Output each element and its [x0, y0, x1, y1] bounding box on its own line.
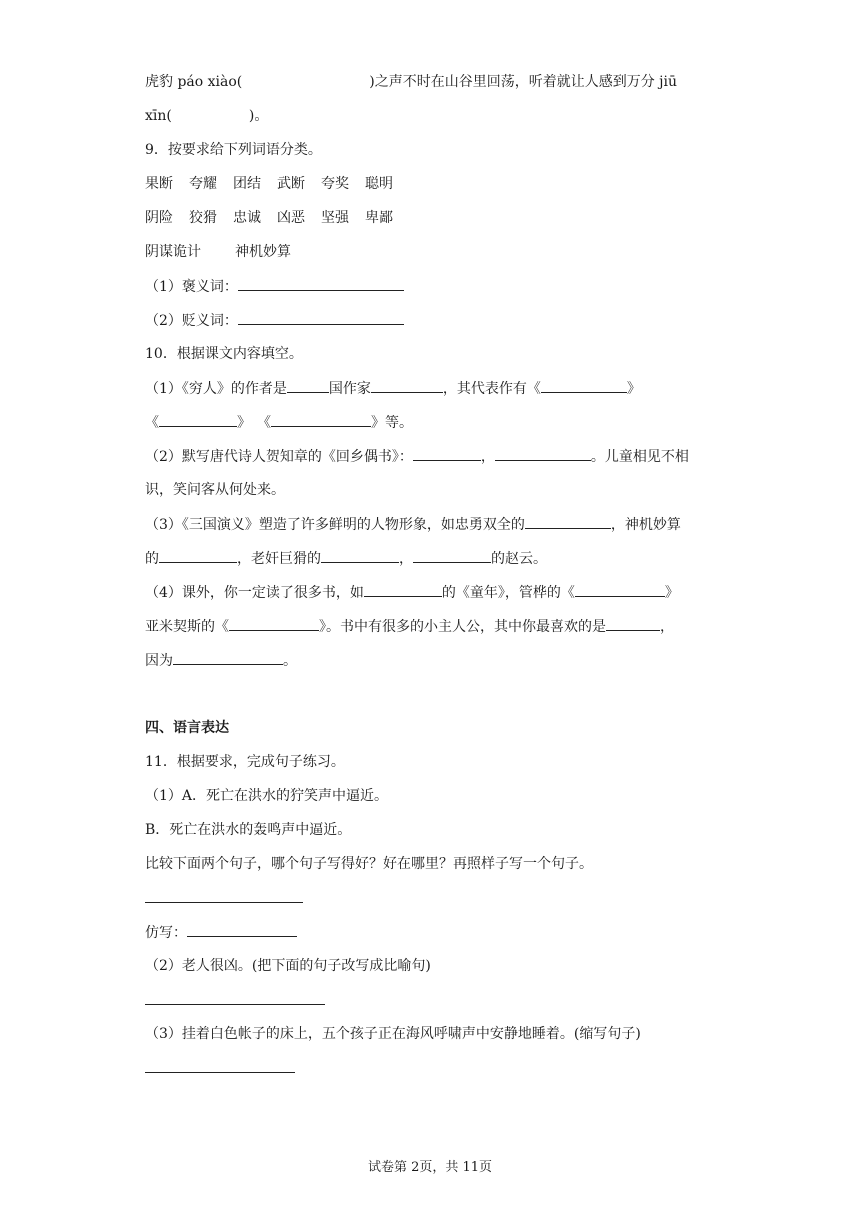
- q10-text: （4）课外，你一定读了很多书，如: [145, 585, 364, 601]
- q10-text: （1）《穷人》的作者是: [145, 381, 287, 397]
- q11-3: （3）挂着白色帐子的床上，五个孩子正在海风呼啸声中安静地睡着。(缩写句子): [145, 1026, 641, 1042]
- q10-s1-line2: [145, 412, 413, 433]
- q10-text: ，其代表作有《: [442, 381, 541, 397]
- answer-blank[interactable]: [606, 616, 660, 631]
- answer-blank[interactable]: [229, 616, 319, 631]
- q9-word-row-3: [145, 242, 291, 262]
- page-footer: 试卷第 2页，共 11页: [367, 1160, 493, 1175]
- word: 聪明: [365, 176, 393, 192]
- q11-title: 11．根据要求，完成句子练习。: [145, 754, 345, 770]
- q9-sub-1: [145, 276, 404, 297]
- q9-word-row-1: [145, 174, 393, 194]
- answer-blank[interactable]: [287, 378, 329, 393]
- q10-text: 》: [664, 585, 679, 601]
- answer-blank[interactable]: [187, 922, 297, 937]
- answer-blank[interactable]: [238, 276, 404, 291]
- q11-1-sentence-a: （1）A．死亡在洪水的狞笑声中逼近。: [145, 788, 389, 804]
- q10-s2-line2: 识，笑问客从何处来。: [145, 482, 285, 498]
- word: 夸耀: [189, 176, 217, 192]
- word: 狡猾: [189, 210, 217, 226]
- q8-line-2: [145, 106, 268, 126]
- q10-text: 因为: [145, 653, 173, 669]
- q8-text: )。: [248, 108, 269, 124]
- q10-text: 亚米契斯的《: [145, 619, 229, 635]
- word: 阴谋诡计: [145, 244, 201, 260]
- q10-text: 国作家: [328, 381, 371, 397]
- q9-sub-2: [145, 310, 404, 331]
- answer-blank[interactable]: [525, 514, 611, 529]
- answer-blank[interactable]: [173, 650, 283, 665]
- q10-text: ，老奸巨猾的: [237, 551, 321, 567]
- answer-blank[interactable]: [575, 582, 665, 597]
- imitate-label: 仿写：: [145, 925, 187, 941]
- answer-blank[interactable]: [145, 888, 303, 903]
- answer-blank[interactable]: [495, 446, 591, 461]
- q10-text: ，: [399, 551, 413, 567]
- q10-title: 10．根据课文内容填空。: [145, 346, 303, 362]
- word: 坚强: [321, 210, 349, 226]
- q10-text: ，: [660, 619, 674, 635]
- q11-1-answer-line: [145, 888, 303, 909]
- q10-text: 《: [257, 415, 271, 431]
- q8-text: )之声不时在山谷里回荡，听着就让人感到万分 jiū: [369, 74, 677, 90]
- q10-text: 》等。: [371, 415, 413, 431]
- q10-text: （2）默写唐代诗人贺知章的《回乡偶书》：: [145, 449, 413, 465]
- q10-s2-line1: [145, 446, 689, 467]
- q11-2: （2）老人很凶。(把下面的句子改写成比喻句): [145, 958, 431, 974]
- q10-text: 的: [145, 551, 159, 567]
- word: 团结: [233, 176, 261, 192]
- q10-text: 》: [626, 381, 641, 397]
- word: 阴险: [145, 210, 173, 226]
- answer-blank[interactable]: [364, 582, 442, 597]
- answer-blank[interactable]: [159, 548, 237, 563]
- q9-label: （1）褒义词：: [145, 279, 238, 295]
- q10-s4-line3: [145, 650, 297, 671]
- answer-blank[interactable]: [145, 1058, 295, 1073]
- word: 忠诚: [233, 210, 261, 226]
- q9-title: 9．按要求给下列词语分类。: [145, 142, 322, 158]
- q10-text: （3）《三国演义》塑造了许多鲜明的人物形象，如忠勇双全的: [145, 517, 525, 533]
- word: 卑鄙: [365, 210, 393, 226]
- word: 武断: [277, 176, 305, 192]
- q11-1-imitate: [145, 922, 297, 943]
- q10-text: 》: [237, 415, 251, 431]
- section-heading: 四、语言表达: [145, 720, 229, 736]
- word: 凶恶: [277, 210, 305, 226]
- answer-blank[interactable]: [321, 548, 399, 563]
- q11-1-sentence-b: B．死亡在洪水的轰鸣声中逼近。: [145, 822, 352, 838]
- q10-s1-line1: [145, 378, 641, 399]
- q10-s3-line1: [145, 514, 681, 535]
- q8-text: 虎豹 páo xiào(: [145, 74, 243, 90]
- answer-blank[interactable]: [271, 412, 371, 427]
- answer-blank[interactable]: [238, 310, 404, 325]
- q8-text: xīn(: [145, 108, 172, 124]
- q10-text: 。儿童相见不相: [590, 449, 689, 465]
- q11-3-answer-line: [145, 1058, 295, 1079]
- q10-s4-line1: [145, 582, 679, 603]
- q10-s3-line2: [145, 548, 547, 569]
- answer-blank[interactable]: [159, 412, 237, 427]
- q9-label: （2）贬义词：: [145, 313, 238, 329]
- q10-text: ，神机妙算: [610, 517, 681, 533]
- q10-text: 。: [283, 653, 297, 669]
- q8-line-1: [145, 72, 677, 92]
- q10-text: 的赵云。: [491, 551, 547, 567]
- answer-blank[interactable]: [413, 548, 491, 563]
- q10-text: 《: [145, 415, 159, 431]
- word: 果断: [145, 176, 173, 192]
- answer-blank[interactable]: [145, 990, 325, 1005]
- q10-s4-line2: [145, 616, 674, 637]
- answer-blank[interactable]: [541, 378, 627, 393]
- q11-1-instruction: 比较下面两个句子，哪个句子写得好？好在哪里？再照样子写一个句子。: [145, 856, 593, 872]
- q10-text: ，: [480, 449, 495, 465]
- q10-text: 》。书中有很多的小主人公，其中你最喜欢的是: [319, 619, 606, 635]
- word: 神机妙算: [235, 244, 291, 260]
- answer-blank[interactable]: [413, 446, 481, 461]
- answer-blank[interactable]: [371, 378, 443, 393]
- q11-2-answer-line: [145, 990, 325, 1011]
- q10-text: 的《童年》，管桦的《: [441, 585, 575, 601]
- q9-word-row-2: [145, 208, 393, 228]
- word: 夸奖: [321, 176, 349, 192]
